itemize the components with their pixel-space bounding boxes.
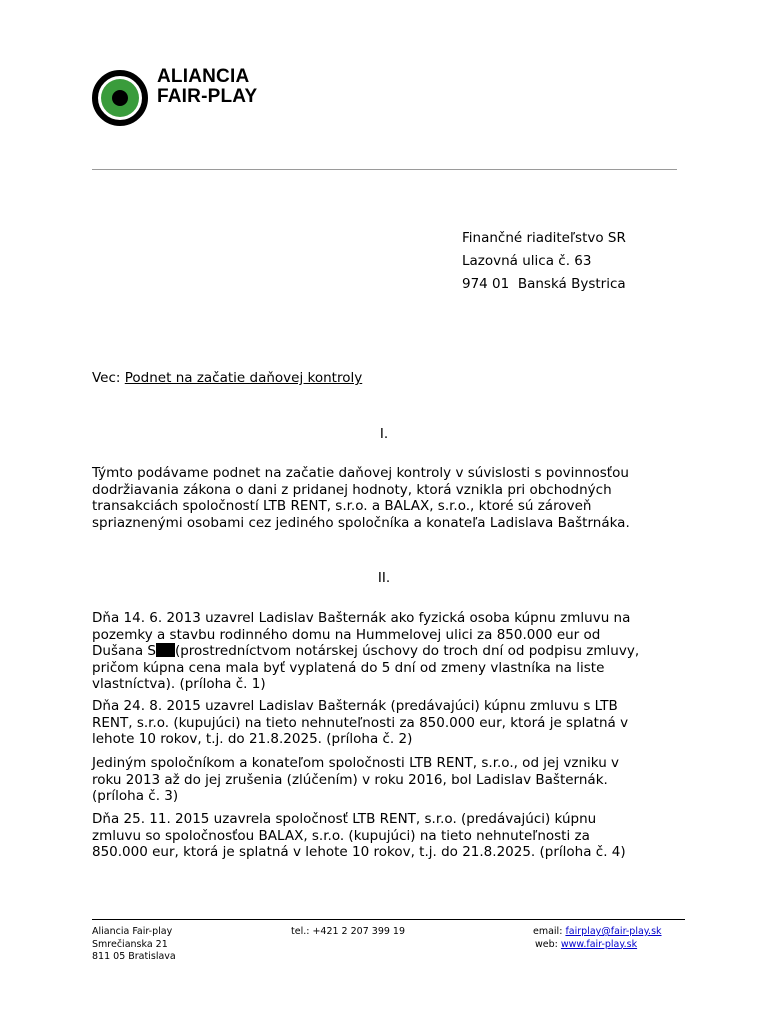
- recipient-line3: 974 01 Banská Bystrica: [462, 276, 626, 292]
- footer-web-link[interactable]: www.fair-play.sk: [560, 938, 638, 950]
- footer-email-label: email:: [533, 926, 563, 937]
- section-2-paragraph-2: Dňa 24. 8. 2015 uzavrel Ladislav Bašternák (predávajúci) kúpnu zmluvu s LTB RENT, s.r.o. (kupujúci) na tieto nehnuteľnosti za 850.000 eur, ktorá je splatná v lehote 10 rokov, t.j. do 21.8.2025. (príloha č. 2): [92, 698, 629, 748]
- footer-city: 811 05 Bratislava: [92, 951, 176, 962]
- subject-text: Podnet na začatie daňovej kontroly: [124, 370, 363, 386]
- section-1-paragraph: Týmto podávame podnet na začatie daňovej kontroly v súvislosti s povinnosťou dodržiavania zákona o dani z pridanej hodnoty, ktorá vznikla pri obchodných transakciách spoločností LTB RENT, s.r.o. a BALAX, s.r.o., ktoré sú zároveň spriaznenými osobami cez jediného spoločníka a konateľa Ladislava Baštrnáka.: [92, 465, 630, 531]
- footer-org: Aliancia Fair-play: [92, 926, 173, 937]
- section-2-paragraph-3: Jediným spoločníkom a konateľom spoločnosti LTB RENT, s.r.o., od jej vzniku v roku 2013 až do jej zrušenia (zlúčením) v roku 2016, bol Ladislav Bašternák. (príloha č. 3): [92, 755, 620, 805]
- footer-web-row: [533, 939, 662, 952]
- p1-after-redaction: (prostredníctvom notárskej úschovy do troch dní od podpisu zmluvy, pričom kúpna cena mala byť vyplatená do 5 dní od zmeny vlastníka na liste vlastníctva). (príloha č. 1): [92, 643, 640, 693]
- logo-line1: ALIANCIA: [157, 66, 250, 87]
- section-heading-2: II.: [377, 570, 391, 586]
- section-heading-1: I.: [379, 426, 389, 442]
- footer-web-label: web:: [535, 938, 558, 950]
- logo-center-dot: [112, 90, 128, 106]
- footer-divider: [92, 919, 685, 920]
- p1-before-redaction: Dňa 14. 6. 2013 uzavrel Ladislav Bašternák ako fyzická osoba kúpnu zmluvu na pozemky a stavbu rodinného domu na Hummelovej ulici za 850.000 eur od Dušana S: [92, 610, 631, 660]
- logo-line2: FAIR-PLAY: [157, 86, 258, 107]
- footer-email-link[interactable]: fairplay@fair-play.sk: [565, 926, 662, 937]
- subject-label: Vec:: [92, 370, 121, 386]
- recipient-line2: Lazovná ulica č. 63: [462, 253, 592, 269]
- recipient-line1: Finančné riaditeľstvo SR: [462, 230, 626, 246]
- header-divider: [92, 169, 677, 170]
- redaction-block: [156, 643, 175, 657]
- logo-text: [157, 67, 257, 107]
- recipient-address: [462, 227, 626, 296]
- section-2-paragraph-4: Dňa 25. 11. 2015 uzavrela spoločnosť LTB RENT, s.r.o. (predávajúci) kúpnu zmluvu so spoločnosťou BALAX, s.r.o. (kupujúci) na tieto nehnuteľnosti za 850.000 eur, ktorá je splatná v lehote 10 rokov, t.j. do 21.8.2025. (príloha č. 4): [92, 811, 626, 861]
- footer-street: Smrečianska 21: [92, 938, 168, 950]
- subject-line: [92, 369, 362, 387]
- footer-email-row: [533, 926, 662, 939]
- aliancia-logo-icon: [92, 70, 148, 126]
- footer-phone: tel.: +421 2 207 399 19: [291, 926, 406, 937]
- footer-address: [92, 926, 176, 964]
- footer-contact: [533, 926, 662, 951]
- section-2-paragraph-1: [92, 610, 682, 693]
